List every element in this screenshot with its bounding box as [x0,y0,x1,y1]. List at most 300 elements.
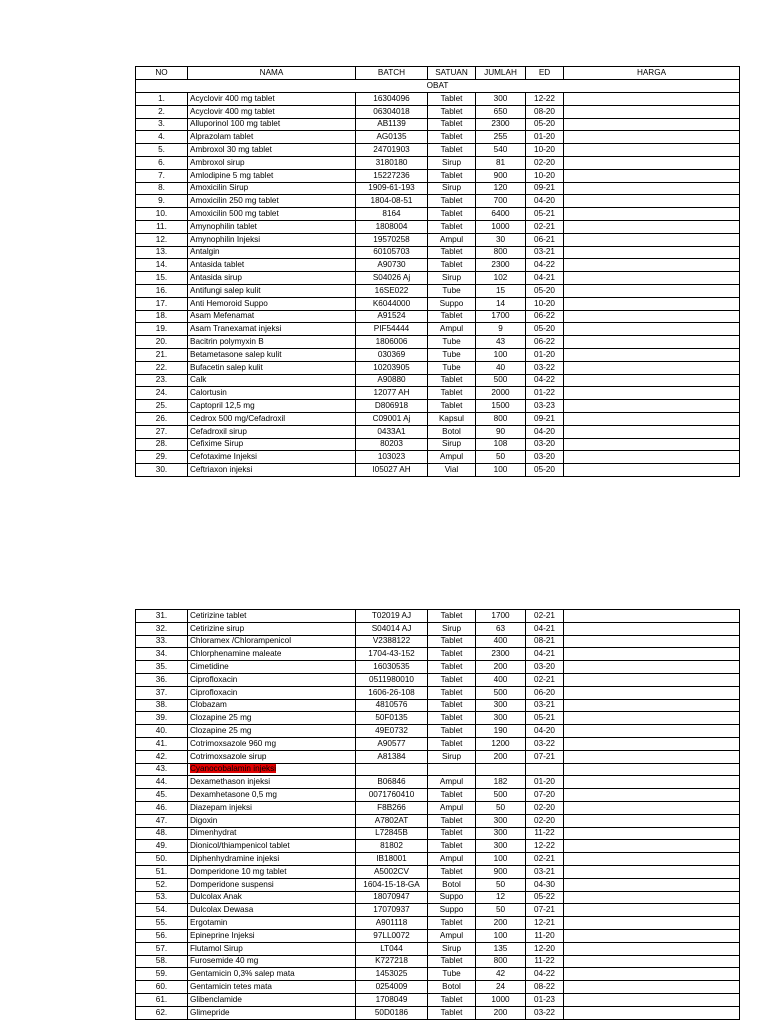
row-batch: 16304096 [356,93,428,106]
row-harga [564,118,740,131]
row-no: 12. [136,233,188,246]
row-no: 62. [136,1006,188,1019]
row-harga [564,865,740,878]
row-nama: Alluporinol 100 mg tablet [188,118,356,131]
row-harga [564,182,740,195]
row-no: 21. [136,348,188,361]
row-nama: Acyclovir 400 mg tablet [188,105,356,118]
row-batch: 17070937 [356,904,428,917]
row-no: 32. [136,622,188,635]
table-row [136,622,740,635]
table-row [136,942,740,955]
row-jumlah: 1700 [476,310,526,323]
row-jumlah: 200 [476,661,526,674]
row-satuan: Tablet [428,387,476,400]
row-satuan: Tablet [428,673,476,686]
table-row [136,348,740,361]
row-no: 2. [136,105,188,118]
table-row [136,853,740,866]
row-nama: Amlodipine 5 mg tablet [188,169,356,182]
section-row [136,80,740,93]
row-batch: 1606-26-108 [356,686,428,699]
row-nama: Dexamethason injeksi [188,776,356,789]
row-jumlah: 300 [476,712,526,725]
row-satuan: Tube [428,361,476,374]
row-nama: Glibenclamide [188,993,356,1006]
row-ed: 01-20 [526,776,564,789]
row-ed: 01-20 [526,348,564,361]
row-batch: V2388122 [356,635,428,648]
row-ed: 03-22 [526,361,564,374]
row-harga [564,233,740,246]
row-nama: Cedrox 500 mg/Cefadroxil [188,412,356,425]
row-jumlah: 800 [476,955,526,968]
row-no: 54. [136,904,188,917]
row-nama: Ambroxol sirup [188,156,356,169]
row-harga [564,929,740,942]
table-row [136,220,740,233]
row-batch: A81384 [356,750,428,763]
row-no: 4. [136,131,188,144]
row-jumlah: 63 [476,622,526,635]
row-batch: 0254009 [356,981,428,994]
row-batch: IB18001 [356,853,428,866]
row-no: 10. [136,208,188,221]
row-jumlah: 102 [476,272,526,285]
row-ed: 04-22 [526,968,564,981]
row-satuan: Tablet [428,374,476,387]
table-row [136,144,740,157]
row-harga [564,904,740,917]
row-ed: 11-22 [526,955,564,968]
row-nama: Clobazam [188,699,356,712]
row-satuan: Tablet [428,648,476,661]
row-satuan: Botol [428,878,476,891]
row-batch: 24701903 [356,144,428,157]
row-nama: Betametasone salep kulit [188,348,356,361]
row-batch: T02019 AJ [356,610,428,623]
row-nama: Diphenhydramine injeksi [188,853,356,866]
row-satuan: Ampul [428,929,476,942]
medicine-table-2 [135,609,740,1020]
row-harga [564,878,740,891]
row-harga [564,635,740,648]
row-satuan: Tablet [428,635,476,648]
row-satuan: Tablet [428,118,476,131]
row-jumlah: 24 [476,981,526,994]
row-jumlah: 300 [476,827,526,840]
row-batch: 49E0732 [356,725,428,738]
row-satuan: Tablet [428,195,476,208]
row-satuan: Tablet [428,105,476,118]
row-jumlah: 200 [476,917,526,930]
row-ed: 04-22 [526,259,564,272]
row-satuan: Tablet [428,840,476,853]
row-jumlah: 900 [476,169,526,182]
row-batch: C09001 Aj [356,412,428,425]
table-row [136,635,740,648]
row-no: 58. [136,955,188,968]
row-jumlah: 1500 [476,400,526,413]
row-jumlah: 30 [476,233,526,246]
row-nama: Calk [188,374,356,387]
row-no: 31. [136,610,188,623]
row-batch: 97LL0072 [356,929,428,942]
row-no: 23. [136,374,188,387]
row-jumlah: 42 [476,968,526,981]
row-satuan: Ampul [428,801,476,814]
table-row [136,878,740,891]
row-no: 20. [136,336,188,349]
row-satuan: Ampul [428,853,476,866]
row-no: 30. [136,464,188,477]
table-body-1 [136,93,740,477]
table-row [136,917,740,930]
row-batch: AG0135 [356,131,428,144]
row-no: 40. [136,725,188,738]
row-jumlah [476,763,526,776]
row-batch: 1708049 [356,993,428,1006]
row-satuan: Tablet [428,169,476,182]
row-nama: Antasida sirup [188,272,356,285]
row-batch: 0511980010 [356,673,428,686]
row-nama: Chlorphenamine maleate [188,648,356,661]
row-jumlah: 200 [476,750,526,763]
row-ed: 11-20 [526,929,564,942]
table-row [136,284,740,297]
row-harga [564,412,740,425]
row-ed: 03-22 [526,737,564,750]
row-ed: 05-20 [526,323,564,336]
row-ed: 04-21 [526,272,564,285]
row-ed: 08-22 [526,981,564,994]
row-jumlah: 50 [476,878,526,891]
row-harga [564,464,740,477]
row-batch: 1806006 [356,336,428,349]
row-ed: 05-21 [526,208,564,221]
row-harga [564,661,740,674]
row-no: 29. [136,451,188,464]
table-row [136,801,740,814]
row-ed: 04-20 [526,425,564,438]
row-batch: PIF54444 [356,323,428,336]
header-harga: HARGA [564,67,740,80]
row-jumlah: 300 [476,814,526,827]
row-ed: 03-21 [526,865,564,878]
row-no: 19. [136,323,188,336]
row-ed: 05-20 [526,284,564,297]
row-satuan: Kapsul [428,412,476,425]
table-row [136,827,740,840]
row-jumlah: 135 [476,942,526,955]
row-harga [564,917,740,930]
row-jumlah: 9 [476,323,526,336]
row-nama: Amynophilin Injeksi [188,233,356,246]
row-nama: Ciprofloxacin [188,673,356,686]
row-nama: Diazepam injeksi [188,801,356,814]
row-nama: Antasida tablet [188,259,356,272]
row-satuan: Tablet [428,610,476,623]
row-nama: Asam Mefenamat [188,310,356,323]
row-ed: 03-20 [526,438,564,451]
row-no: 11. [136,220,188,233]
row-batch: 80203 [356,438,428,451]
row-no: 6. [136,156,188,169]
row-ed: 02-21 [526,220,564,233]
table-row [136,118,740,131]
row-nama: Calortusin [188,387,356,400]
row-harga [564,93,740,106]
row-harga [564,131,740,144]
row-ed: 05-20 [526,464,564,477]
row-ed: 05-20 [526,118,564,131]
row-ed: 02-21 [526,853,564,866]
header-no: NO [136,67,188,80]
row-nama: Cotrimoxsazole 960 mg [188,737,356,750]
row-satuan: Tablet [428,208,476,221]
row-batch: 16030535 [356,661,428,674]
row-batch: S04026 Aj [356,272,428,285]
row-satuan: Sirup [428,438,476,451]
table-row [136,451,740,464]
table-row [136,673,740,686]
row-no: 38. [136,699,188,712]
row-harga [564,942,740,955]
row-batch: 3180180 [356,156,428,169]
row-batch: 60105703 [356,246,428,259]
row-harga [564,686,740,699]
row-no: 17. [136,297,188,310]
row-batch: K6044000 [356,297,428,310]
row-nama: Ciprofloxacin [188,686,356,699]
row-harga [564,297,740,310]
row-nama: Amoxicilin 250 mg tablet [188,195,356,208]
row-satuan: Ampul [428,776,476,789]
row-no: 57. [136,942,188,955]
row-ed: 05-22 [526,891,564,904]
row-harga [564,144,740,157]
row-ed: 11-22 [526,827,564,840]
table-row [136,712,740,725]
row-batch: 06304018 [356,105,428,118]
row-satuan: Tablet [428,789,476,802]
row-satuan: Tablet [428,400,476,413]
row-satuan: Tablet [428,144,476,157]
row-satuan: Tablet [428,827,476,840]
row-satuan: Ampul [428,323,476,336]
row-nama: Flutamol Sirup [188,942,356,955]
row-batch: 50F0135 [356,712,428,725]
row-nama: Bufacetin salep kulit [188,361,356,374]
table-row [136,789,740,802]
table-row [136,272,740,285]
row-batch: 12077 AH [356,387,428,400]
row-ed: 09-21 [526,412,564,425]
row-ed: 03-20 [526,451,564,464]
row-batch: S04014 AJ [356,622,428,635]
row-jumlah: 108 [476,438,526,451]
row-batch: 15227236 [356,169,428,182]
row-satuan: Ampul [428,451,476,464]
row-nama: Amoxicilin Sirup [188,182,356,195]
row-jumlah: 2300 [476,648,526,661]
section-title: OBAT [136,80,740,93]
table-row [136,233,740,246]
row-batch: 10203905 [356,361,428,374]
row-no: 35. [136,661,188,674]
row-no: 53. [136,891,188,904]
row-ed: 08-21 [526,635,564,648]
table-row [136,374,740,387]
row-harga [564,955,740,968]
row-nama: Cefixime Sirup [188,438,356,451]
row-jumlah: 81 [476,156,526,169]
row-nama: Amynophilin tablet [188,220,356,233]
row-batch: 0433A1 [356,425,428,438]
row-jumlah: 1200 [476,737,526,750]
row-no: 7. [136,169,188,182]
row-jumlah: 700 [476,195,526,208]
row-no: 39. [136,712,188,725]
row-jumlah: 90 [476,425,526,438]
row-harga [564,827,740,840]
row-harga [564,310,740,323]
row-harga [564,750,740,763]
row-satuan: Botol [428,425,476,438]
row-ed: 08-20 [526,105,564,118]
row-satuan: Tablet [428,131,476,144]
row-nama: Ambroxol 30 mg tablet [188,144,356,157]
row-harga [564,400,740,413]
row-no: 27. [136,425,188,438]
row-no: 44. [136,776,188,789]
row-nama: Digoxin [188,814,356,827]
table-row [136,464,740,477]
row-jumlah: 50 [476,904,526,917]
row-satuan: Tablet [428,699,476,712]
row-satuan: Sirup [428,750,476,763]
table-row [136,361,740,374]
row-batch: 4810576 [356,699,428,712]
row-batch: 1808004 [356,220,428,233]
row-nama [188,763,356,776]
row-no: 43. [136,763,188,776]
row-batch: 81802 [356,840,428,853]
row-harga [564,789,740,802]
row-satuan: Vial [428,464,476,477]
table-row [136,865,740,878]
row-harga [564,801,740,814]
row-harga [564,725,740,738]
row-ed [526,763,564,776]
row-satuan: Tube [428,968,476,981]
row-satuan: Sirup [428,156,476,169]
row-no: 49. [136,840,188,853]
row-harga [564,648,740,661]
row-satuan: Tablet [428,661,476,674]
table-row [136,195,740,208]
row-batch: 16SE022 [356,284,428,297]
row-harga [564,981,740,994]
row-no: 55. [136,917,188,930]
row-jumlah: 500 [476,374,526,387]
highlighted-name: Cyanocobalamin injeksi [190,764,277,774]
row-nama: Dionicol/thiampenicol tablet [188,840,356,853]
table-row [136,412,740,425]
table-row [136,105,740,118]
row-satuan: Tablet [428,814,476,827]
row-satuan: Sirup [428,942,476,955]
row-ed: 04-22 [526,374,564,387]
row-satuan: Sirup [428,622,476,635]
table-row [136,891,740,904]
row-ed: 07-21 [526,904,564,917]
row-batch: A90730 [356,259,428,272]
row-no: 47. [136,814,188,827]
row-no: 8. [136,182,188,195]
row-jumlah: 100 [476,929,526,942]
table-row [136,904,740,917]
row-nama: Furosemide 40 mg [188,955,356,968]
row-jumlah: 12 [476,891,526,904]
row-harga [564,853,740,866]
row-harga [564,195,740,208]
row-jumlah: 800 [476,246,526,259]
row-batch: 18070947 [356,891,428,904]
row-ed: 06-22 [526,310,564,323]
table-row [136,438,740,451]
row-ed: 12-22 [526,840,564,853]
row-harga [564,208,740,221]
row-ed: 02-20 [526,156,564,169]
row-batch: A5002CV [356,865,428,878]
row-ed: 12-20 [526,942,564,955]
table-row [136,387,740,400]
row-jumlah: 2300 [476,118,526,131]
row-nama: Epineprine Injeksi [188,929,356,942]
row-harga [564,776,740,789]
row-harga [564,993,740,1006]
table-row [136,763,740,776]
table-row [136,648,740,661]
row-no: 16. [136,284,188,297]
row-jumlah: 500 [476,686,526,699]
row-no: 60. [136,981,188,994]
row-nama: Cefadroxil sirup [188,425,356,438]
row-satuan: Tablet [428,865,476,878]
row-jumlah: 300 [476,840,526,853]
table-row [136,737,740,750]
row-satuan: Suppo [428,297,476,310]
row-no: 14. [136,259,188,272]
table-row [136,297,740,310]
row-nama: Dimenhydrat [188,827,356,840]
table-row [136,610,740,623]
row-batch: L72845B [356,827,428,840]
row-jumlah: 800 [476,412,526,425]
row-no: 37. [136,686,188,699]
row-ed: 03-20 [526,661,564,674]
row-nama: Cetirizine tablet [188,610,356,623]
row-nama: Gentamicin tetes mata [188,981,356,994]
row-jumlah: 255 [476,131,526,144]
row-nama: Anti Hemoroid Suppo [188,297,356,310]
row-ed: 02-21 [526,673,564,686]
row-batch: 1604-15-18-GA [356,878,428,891]
row-no: 9. [136,195,188,208]
row-batch: 103023 [356,451,428,464]
table-row [136,661,740,674]
